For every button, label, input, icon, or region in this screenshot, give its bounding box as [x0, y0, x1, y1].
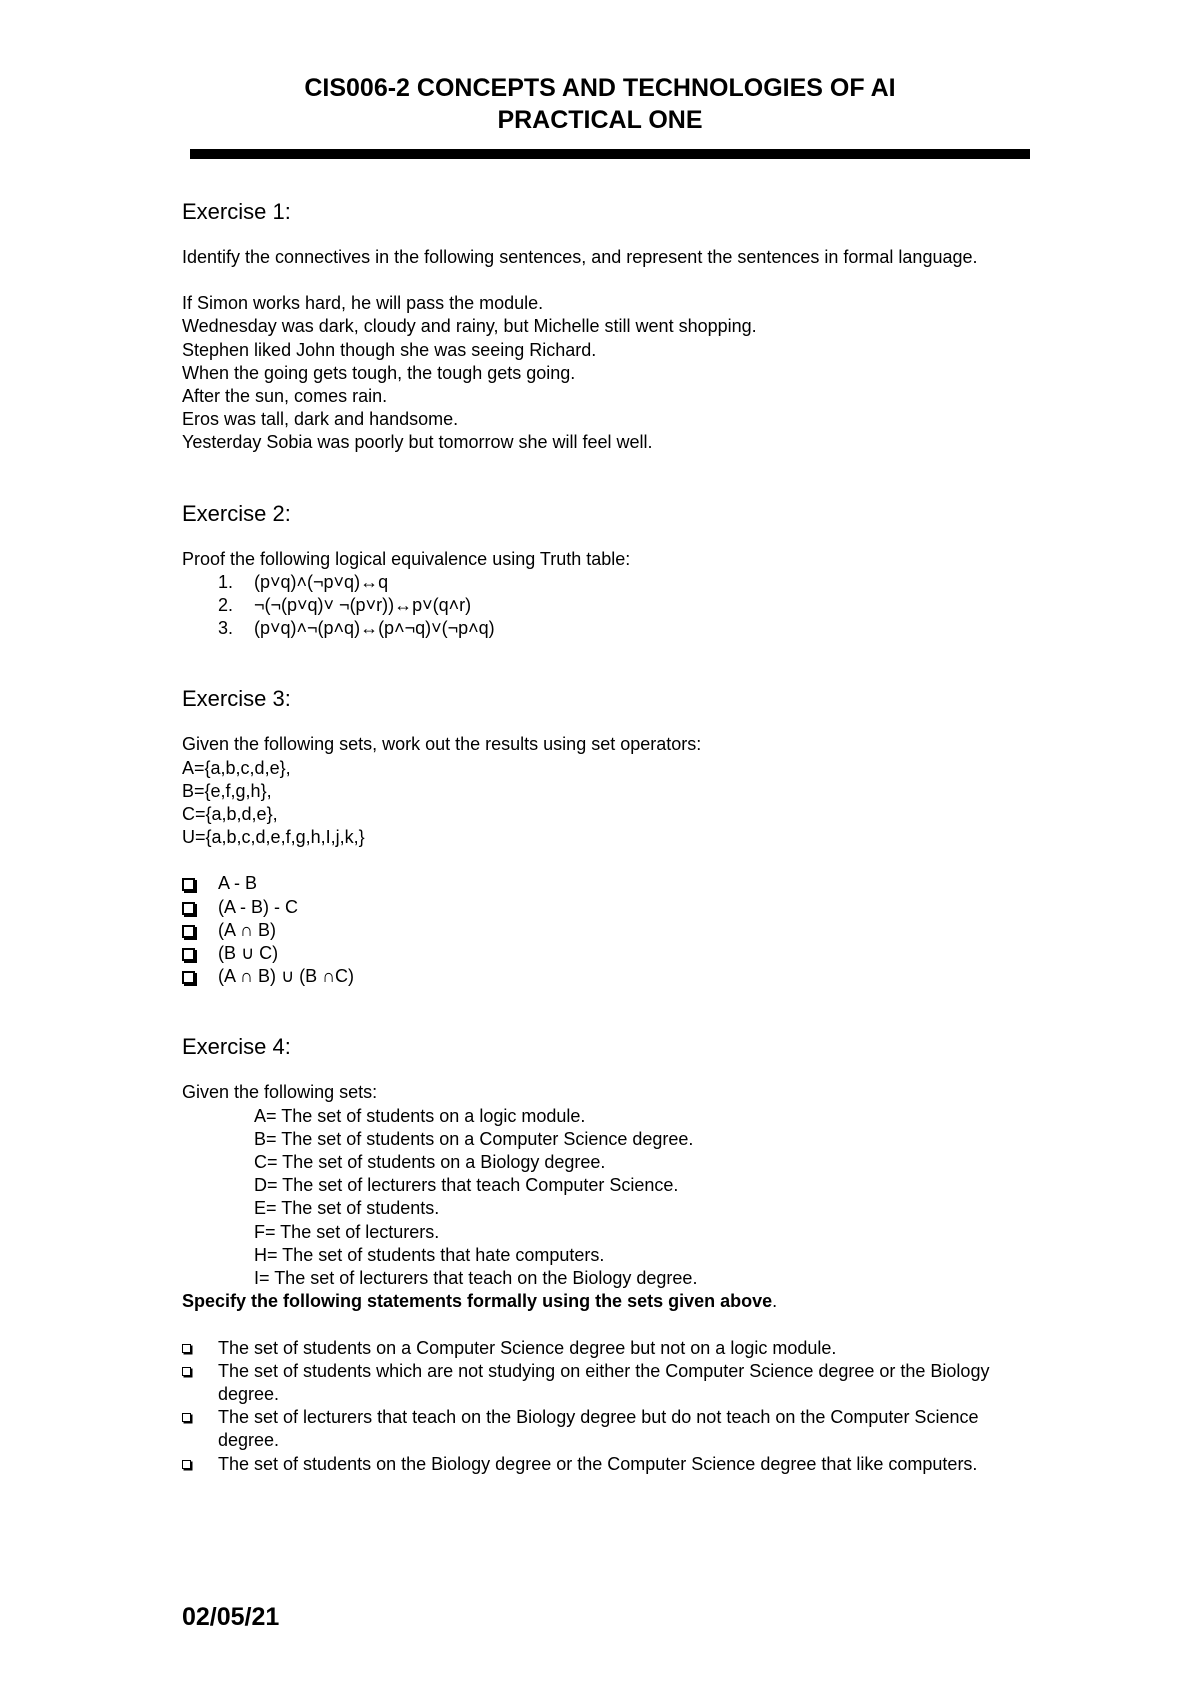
set-operation: [182, 919, 1032, 942]
header-divider: [190, 149, 1030, 159]
exercise-2-heading: Exercise 2:: [182, 500, 291, 526]
set-definition: A={a,b,c,d,e},: [182, 757, 291, 778]
task-text: Specify the following statements formally using the sets given above: [182, 1291, 773, 1312]
set-descriptions: [182, 1105, 1032, 1291]
item-number: 1.: [218, 571, 234, 592]
operation-text: (A ∩ B): [218, 919, 276, 940]
practical-title: PRACTICAL ONE: [497, 106, 703, 134]
set-description: D= The set of lecturers that teach Computer Science.: [254, 1175, 679, 1196]
equivalence-expression: ¬(¬(p˅q)˅ ¬(p˅r))↔p˅(q˄r): [254, 595, 472, 616]
equivalence-item: [182, 594, 1032, 617]
exercise-3: [182, 685, 1032, 988]
set-operation: [182, 942, 1032, 965]
exercise-4-heading: Exercise 4:: [182, 1034, 291, 1060]
checkbox-icon: [182, 971, 195, 984]
course-title: CIS006-2 CONCEPTS AND TECHNOLOGIES OF AI: [304, 74, 896, 102]
operation-text: (A ∩ B) ∪ (B ∩C): [218, 966, 355, 987]
set-description: A= The set of students on a logic module.: [254, 1105, 586, 1126]
equivalence-item: [182, 617, 1032, 640]
document-body: [182, 198, 1032, 1476]
exercise-1-instruction: Identify the connectives in the following sentences, and represent the sentences in formal language.: [182, 247, 978, 267]
equivalence-item: [182, 571, 1032, 594]
sentence: Eros was tall, dark and handsome.: [182, 409, 459, 430]
operation-text: (B ∪ C): [218, 943, 279, 964]
exercise-2: [182, 500, 1032, 641]
checkbox-icon: [182, 925, 195, 938]
set-operation: [182, 965, 1032, 988]
sentence: If Simon works hard, he will pass the module.: [182, 293, 544, 314]
set-operation: [182, 896, 1032, 919]
statement-text: The set of students which are not studying on either the Computer Science degree or the Biology degree.: [218, 1360, 990, 1404]
set-description: B= The set of students on a Computer Science degree.: [254, 1128, 694, 1149]
exercise-3-heading: Exercise 3:: [182, 686, 291, 712]
checkbox-icon: [182, 878, 195, 891]
equivalence-expression: (p˅q)˄¬(p˄q)↔(p˄¬q)˅(¬p˄q): [254, 618, 495, 639]
task-period: .: [772, 1291, 778, 1312]
statement-item: [182, 1360, 1032, 1406]
statement-text: The set of lecturers that teach on the Biology degree but do not teach on the Computer Science degree.: [218, 1407, 979, 1451]
checkbox-icon: [182, 1460, 191, 1469]
set-description: F= The set of lecturers.: [254, 1221, 440, 1242]
statements-list: [182, 1337, 1032, 1476]
set-description: H= The set of students that hate computers.: [254, 1244, 605, 1265]
set-operation: [182, 872, 1032, 895]
equivalence-expression: (p˅q)˄(¬p˅q)↔q: [254, 571, 389, 592]
exercise-4: [182, 1033, 1032, 1475]
statement-item: [182, 1453, 1032, 1476]
set-operations-list: [182, 872, 1032, 988]
item-number: 3.: [218, 618, 234, 639]
checkbox-icon: [182, 902, 195, 915]
operation-text: A - B: [218, 873, 258, 894]
statement-text: The set of students on the Biology degree or the Computer Science degree that like computers.: [218, 1453, 978, 1474]
exercise-4-instruction: Given the following sets:: [182, 1082, 378, 1103]
exercise-4-task: [182, 1290, 1032, 1313]
checkbox-icon: [182, 1344, 191, 1353]
item-number: 2.: [218, 595, 234, 616]
set-definition: B={e,f,g,h},: [182, 780, 272, 801]
sentence: Stephen liked John though she was seeing Richard.: [182, 339, 597, 360]
sentence: Wednesday was dark, cloudy and rainy, but Michelle still went shopping.: [182, 316, 757, 337]
sentence: When the going gets tough, the tough gets going.: [182, 362, 576, 383]
footer-date: 02/05/21: [182, 1603, 280, 1631]
set-description: I= The set of lecturers that teach on the Biology degree.: [254, 1268, 698, 1289]
checkbox-icon: [182, 1413, 191, 1422]
statement-item: [182, 1337, 1032, 1360]
exercise-3-instruction: Given the following sets, work out the results using set operators:: [182, 734, 702, 755]
operation-text: (A - B) - C: [218, 896, 298, 917]
statement-item: [182, 1406, 1032, 1452]
exercise-1-sentences: [182, 292, 1032, 454]
statement-text: The set of students on a Computer Science degree but not on a logic module.: [218, 1337, 837, 1358]
checkbox-icon: [182, 1367, 191, 1376]
set-definition: C={a,b,d,e},: [182, 804, 278, 825]
set-definitions: [182, 757, 1032, 850]
document-header: [0, 72, 1200, 136]
equivalence-list: [182, 571, 1032, 641]
set-description: E= The set of students.: [254, 1198, 440, 1219]
sentence: After the sun, comes rain.: [182, 386, 388, 407]
set-definition: U={a,b,c,d,e,f,g,h,I,j,k,}: [182, 827, 365, 848]
set-description: C= The set of students on a Biology degree.: [254, 1152, 606, 1173]
sentence: Yesterday Sobia was poorly but tomorrow she will feel well.: [182, 432, 653, 453]
checkbox-icon: [182, 948, 195, 961]
exercise-2-instruction: Proof the following logical equivalence using Truth table:: [182, 548, 631, 569]
exercise-1-heading: Exercise 1:: [182, 199, 291, 224]
exercise-1: [182, 198, 1032, 455]
